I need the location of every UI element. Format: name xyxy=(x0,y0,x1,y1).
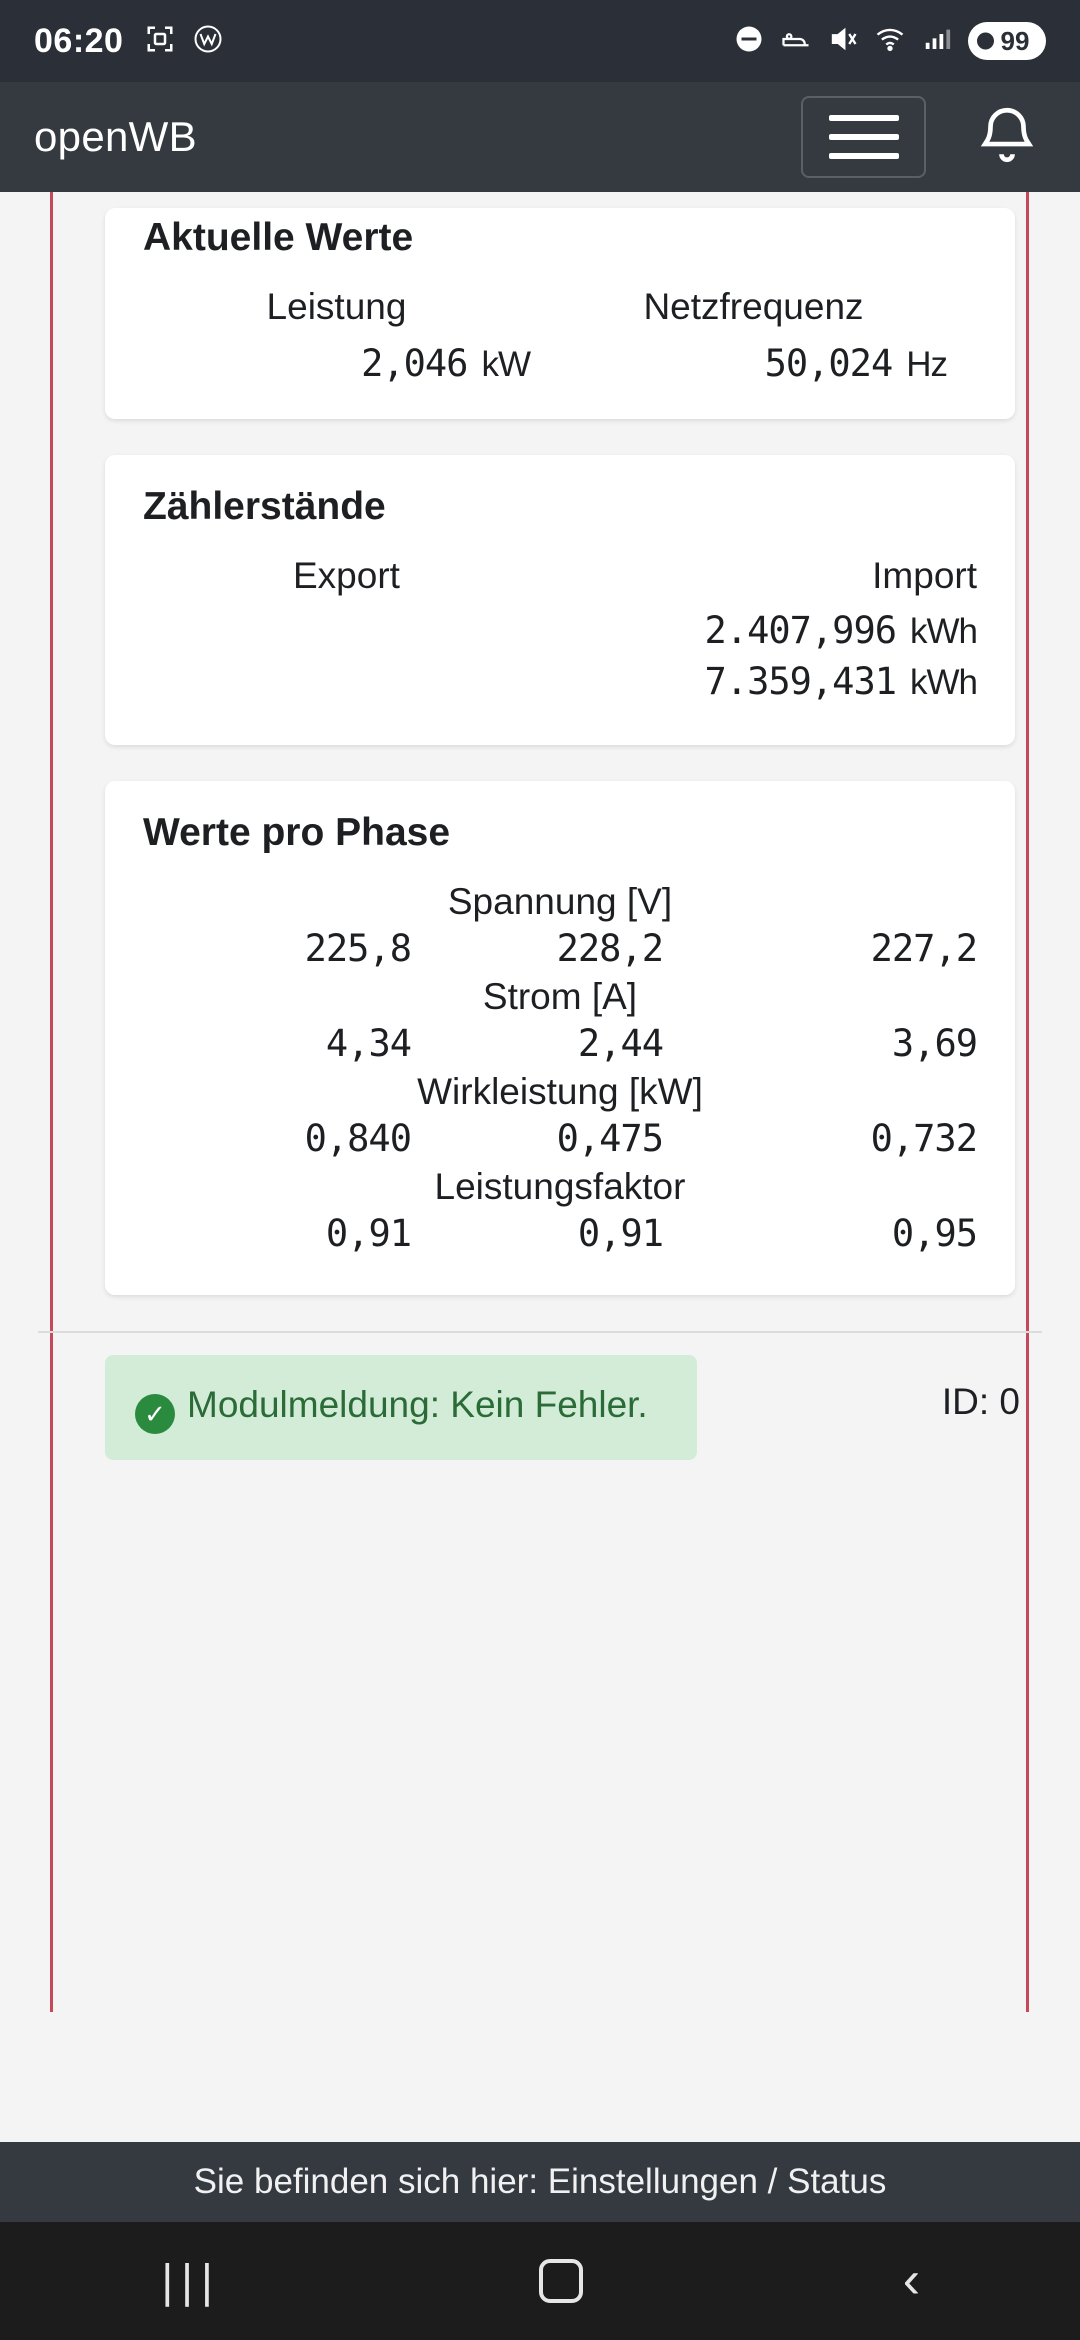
label-import: Import xyxy=(872,555,977,596)
vw-app-icon xyxy=(193,24,223,59)
scroll-area[interactable] xyxy=(0,192,1080,2142)
value-netzfrequenz: 50,024 xyxy=(764,342,893,385)
values-wirkleistung xyxy=(143,1117,977,1160)
screenshot-icon xyxy=(145,24,175,59)
phase-value-l3: 0,732 xyxy=(870,1117,977,1160)
card-meter-readings xyxy=(105,455,1015,745)
signal-icon xyxy=(922,24,952,59)
check-circle-icon: ✓ xyxy=(135,1394,175,1434)
hamburger-icon[interactable] xyxy=(801,96,926,178)
phase-value-l1: 4,34 xyxy=(325,1022,411,1065)
values-strom xyxy=(143,1022,977,1065)
label-spannung: Spannung [V] xyxy=(447,881,673,922)
bed-mode-icon xyxy=(780,24,812,59)
unit-leistung: kW xyxy=(481,345,530,384)
recents-icon[interactable]: ||| xyxy=(159,2255,220,2307)
unit-netzfrequenz: Hz xyxy=(906,345,947,384)
label-export: Export xyxy=(293,555,400,596)
home-icon[interactable] xyxy=(539,2259,583,2303)
module-id-label: ID: 0 xyxy=(941,1381,1020,1422)
status-bar-right-icons xyxy=(734,22,1046,60)
phase-value-l3: 227,2 xyxy=(870,927,977,970)
breadcrumb: Sie befinden sich hier: Einstellungen / Status xyxy=(0,2142,1080,2222)
phase-value-l2: 0,475 xyxy=(556,1117,663,1160)
phase-value-l1: 0,840 xyxy=(304,1117,411,1160)
meter-value: 2.407,996 xyxy=(704,609,896,652)
card-title: Aktuelle Werte xyxy=(143,216,414,259)
status-alert xyxy=(105,1355,697,1460)
android-nav-bar xyxy=(0,2222,1080,2340)
label-netzfrequenz: Netzfrequenz xyxy=(643,286,864,327)
phase-value-l1: 225,8 xyxy=(304,927,411,970)
page-content xyxy=(0,192,1080,2142)
battery-indicator: 99 xyxy=(968,22,1046,60)
meter-value: 7.359,431 xyxy=(704,660,896,703)
values-leistungsfaktor xyxy=(143,1212,977,1255)
meter-unit: kWh xyxy=(910,663,977,702)
card-title: Zählerstände xyxy=(143,485,386,528)
app-header xyxy=(0,82,1080,192)
card-title: Werte pro Phase xyxy=(143,811,451,854)
card-current-values xyxy=(105,208,1015,419)
dnd-icon xyxy=(734,24,764,59)
app-title: openWB xyxy=(34,113,197,160)
meter-unit: kWh xyxy=(910,612,977,651)
meter-row xyxy=(143,660,977,703)
phase-value-l1: 0,91 xyxy=(325,1212,411,1255)
value-leistung: 2,046 xyxy=(361,342,468,385)
wifi-icon xyxy=(874,24,906,59)
bell-icon[interactable] xyxy=(974,99,1040,176)
label-leistungsfaktor: Leistungsfaktor xyxy=(434,1166,686,1207)
phase-value-l2: 2,44 xyxy=(577,1022,663,1065)
meter-row xyxy=(143,609,977,652)
status-alert-text: Modulmeldung: Kein Fehler. xyxy=(187,1384,648,1425)
meter-headers xyxy=(143,555,977,597)
phase-value-l3: 3,69 xyxy=(891,1022,977,1065)
mute-icon xyxy=(828,24,858,59)
label-leistung: Leistung xyxy=(266,286,407,327)
label-wirkleistung: Wirkleistung [kW] xyxy=(417,1071,703,1112)
module-message-row xyxy=(0,1333,1080,1460)
status-bar-left-icons xyxy=(145,24,223,59)
card-per-phase xyxy=(105,781,1015,1295)
status-bar xyxy=(0,0,1080,82)
phase-value-l3: 0,95 xyxy=(891,1212,977,1255)
phase-value-l2: 228,2 xyxy=(556,927,663,970)
current-values-grid xyxy=(143,286,977,385)
phase-value-l2: 0,91 xyxy=(577,1212,663,1255)
status-bar-clock: 06:20 xyxy=(34,21,124,60)
back-icon[interactable]: ‹ xyxy=(902,2251,921,2310)
values-spannung xyxy=(143,927,977,970)
label-strom: Strom [A] xyxy=(482,976,638,1017)
